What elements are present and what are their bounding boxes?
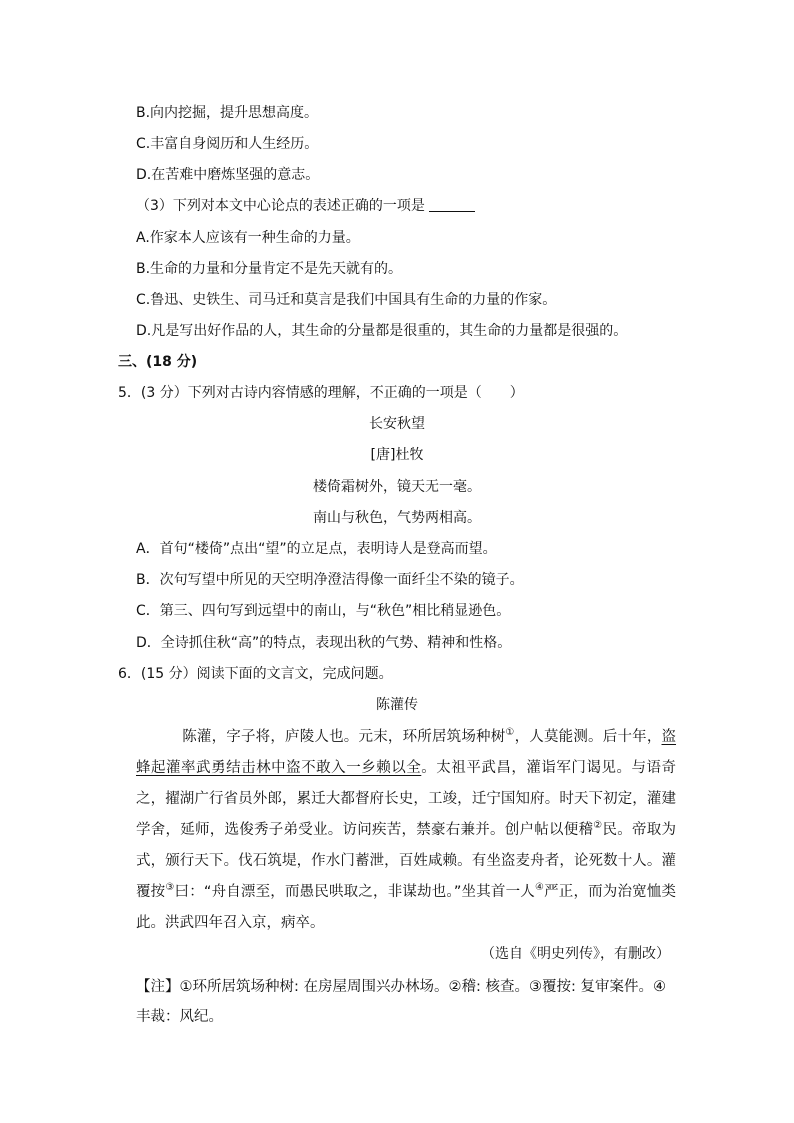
q5-option-d: D．全诗抓住秋“高”的特点，表现出秋的气势、精神和性格。: [136, 635, 512, 651]
footnote-marker-2: ②: [593, 820, 603, 832]
q5-stem: 5．(3 分）下列对古诗内容情感的理解，不正确的一项是（ ）: [118, 385, 524, 401]
passage-text-3: 。太祖平武昌，灌诣军门谒见。与语奇之，擢湖广行省员外郎，累迁大都督府长史，工竣，迁宁国知府。时天下初定，灌建学舍，延师，选俊秀子弟受业。访问疾苦，禁豪右兼并。创户帖以便稽: [136, 760, 677, 838]
section-heading: 三、(18 分): [118, 354, 198, 370]
passage-title: 陈灌传: [376, 697, 418, 713]
footnote-marker-1: ①: [505, 727, 515, 739]
passage-text-6: 严正，而为治宽恤类此。洪武四年召入京，病卒。: [136, 884, 677, 931]
footnotes: 【注】①环所居筑场种树: 在房屋周围兴办林场。②稽: 核查。③覆按: 复审案件。④丰裁：风纪。: [136, 979, 666, 1025]
passage-source: （选自《明史列传》，有删改）: [481, 946, 670, 962]
q4-option-c: C.丰富自身阅历和人生经历。: [136, 136, 319, 152]
passage-text-1: 陈灌，字子将，庐陵人也。元末，环所居筑场种树: [182, 729, 506, 745]
q5-option-a: A．首句“楼倚”点出“望”的立足点，表明诗人是登高而望。: [136, 541, 497, 557]
q4-3-option-d: D.凡是写出好作品的人，其生命的分量都是很重的，其生命的力量都是很强的。: [136, 323, 628, 339]
passage-text-2: ，人莫能测。后十年，: [514, 729, 662, 745]
q4-option-b: B.向内挖掘，提升思想高度。: [136, 105, 319, 121]
poem-title: 长安秋望: [369, 416, 425, 432]
q5-option-c: C．第三、四句写到远望中的南山，与“秋色”相比稍显逊色。: [136, 603, 511, 619]
passage-text-5: 曰：“舟自漂至，而愚民哄取之，非谋劫也。”坐其首一人: [174, 884, 535, 900]
q6-stem: 6．(15 分）阅读下面的文言文，完成问题。: [118, 666, 393, 682]
passage-text-4: 民。帝取为式，颁行天下。伐石筑堤，作水门蓄泄，百姓咸赖。有坐盗麦舟者，论死数十人。灌覆按: [136, 822, 677, 900]
q5-option-b: B．次句写望中所见的天空明净澄洁得像一面纤尘不染的镜子。: [136, 572, 524, 588]
q4-option-d: D.在苦难中磨炼坚强的意志。: [136, 167, 320, 183]
footnote-marker-4: ④: [534, 882, 545, 894]
classical-passage: [136, 722, 676, 939]
poem-line-2: 南山与秋色，气势两相高。: [313, 510, 481, 526]
poem-line-1: 楼倚霜树外，镜天无一毫。: [313, 479, 481, 495]
q4-3-stem-text: （3）下列对本文中心论点的表述正确的一项是: [136, 198, 425, 214]
q4-3-option-a: A.作家本人应该有一种生命的力量。: [136, 230, 360, 246]
poem-author: [唐]杜牧: [370, 447, 424, 463]
q4-3-option-c: C.鲁迅、史铁生、司马迁和莫言是我们中国具有生命的力量的作家。: [136, 292, 557, 308]
q4-3-option-b: B.生命的力量和分量肯定不是先天就有的。: [136, 261, 403, 277]
q4-3-stem: [136, 196, 475, 216]
underlined-sentence: 盗蜂起灌率武勇结击林中盗不敢入一乡赖以全: [136, 729, 677, 776]
footnote-marker-3: ③: [165, 882, 175, 894]
answer-blank: [429, 197, 475, 212]
